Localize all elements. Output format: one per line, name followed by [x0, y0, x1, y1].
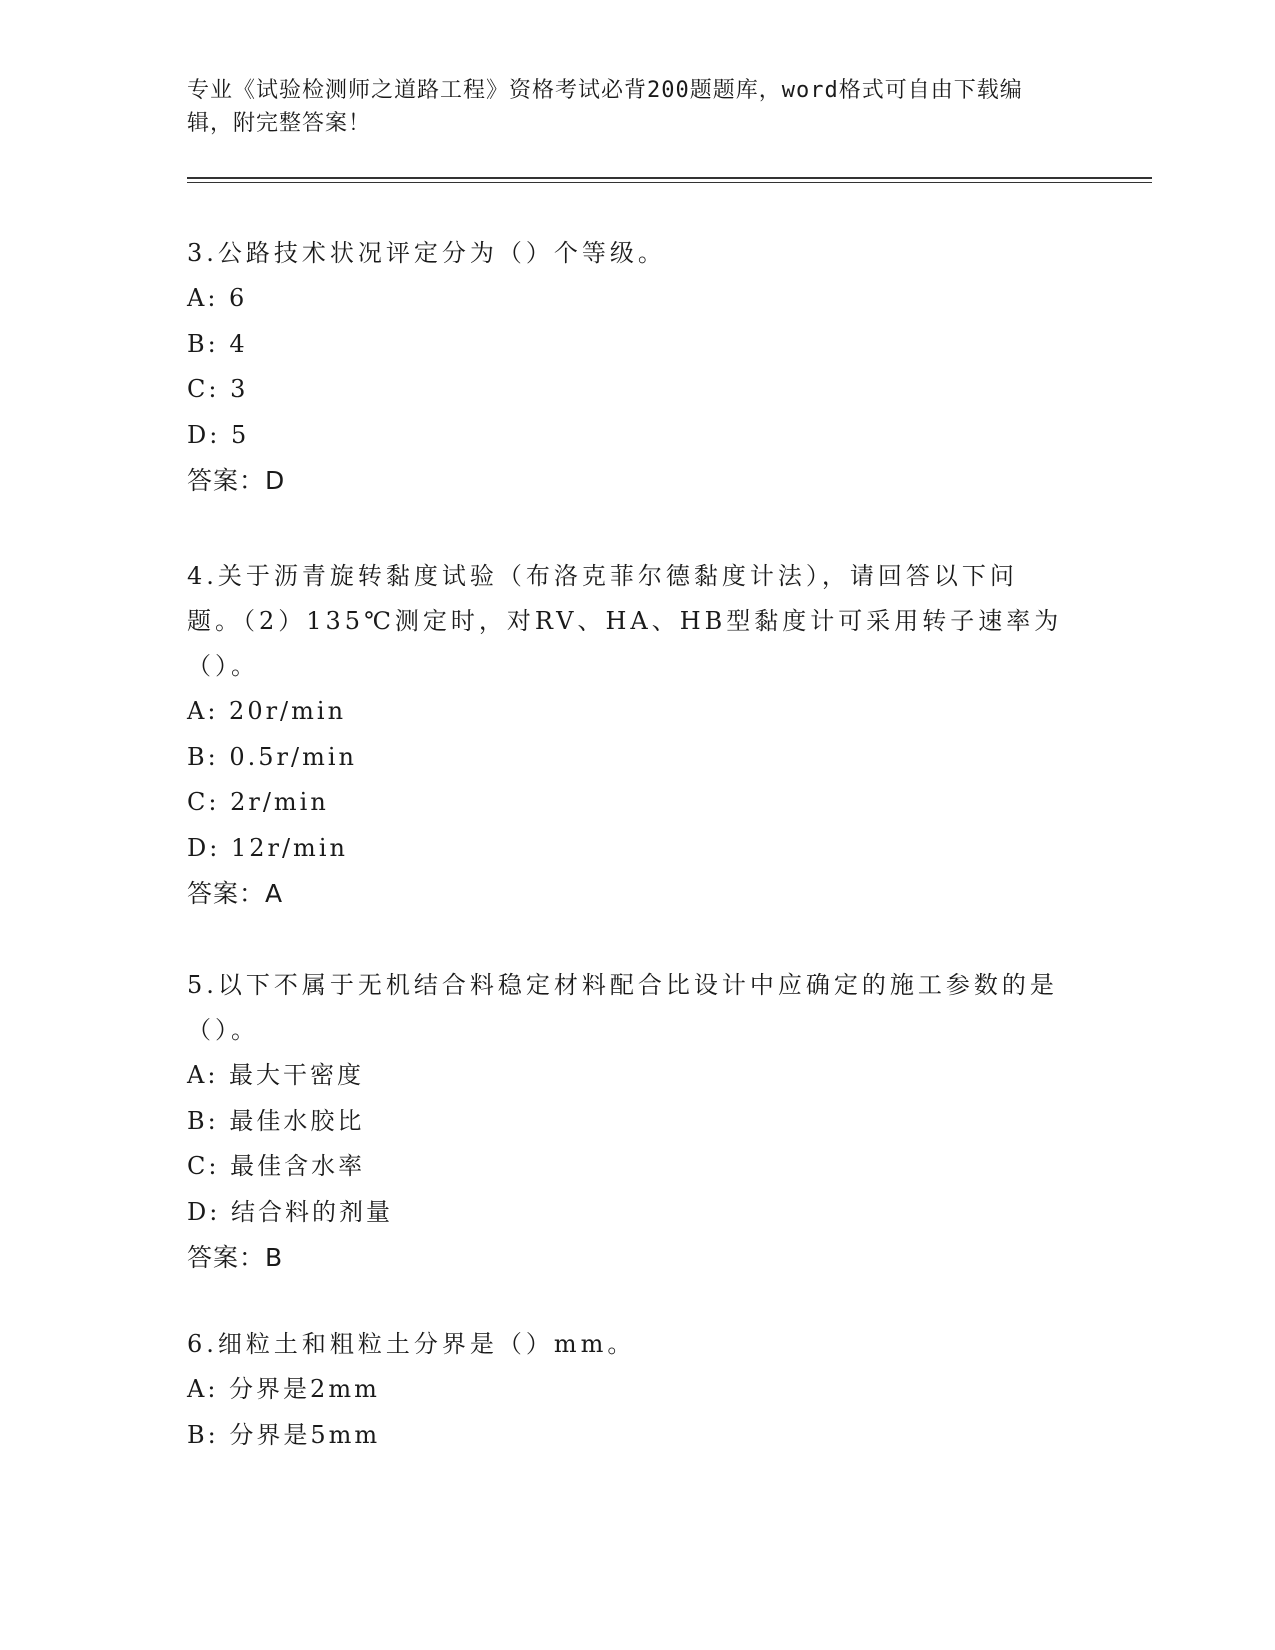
option-a: A: 6	[187, 284, 248, 312]
question-3	[187, 231, 1067, 503]
header-divider-top	[187, 177, 1152, 179]
question-4	[187, 554, 1067, 916]
question-stem: 3.公路技术状况评定分为（）个等级。	[187, 239, 666, 267]
question-stem: 4.关于沥青旋转黏度试验（布洛克菲尔德黏度计法），请回答以下问题。（2）135℃测定时，对RV、HA、HB型黏度计可采用转子速率为（）。	[187, 562, 1063, 680]
question-6	[187, 1322, 1067, 1458]
answer: 答案：B	[187, 1243, 284, 1272]
answer: 答案：A	[187, 879, 284, 908]
document-header: 专业《试验检测师之道路工程》资格考试必背200题题库，word格式可自由下载编辑，附完整答案！	[187, 78, 1023, 136]
option-d: D: 结合料的剂量	[187, 1197, 393, 1226]
question-5	[187, 963, 1067, 1280]
option-b: B: 0.5r/min	[187, 742, 357, 771]
option-a: A: 最大干密度	[187, 1061, 365, 1089]
header-divider-bottom	[187, 182, 1152, 183]
option-b: B: 4	[187, 329, 248, 358]
option-a: A: 分界是2mm	[187, 1375, 380, 1403]
option-d: D: 12r/min	[187, 833, 348, 862]
option-b: B: 分界是5mm	[187, 1420, 381, 1449]
question-stem: 5.以下不属于无机结合料稳定材料配合比设计中应确定的施工参数的是（）。	[187, 971, 1058, 1044]
option-a: A: 20r/min	[187, 697, 347, 725]
option-c: C: 2r/min	[187, 788, 329, 816]
option-c: C: 最佳含水率	[187, 1152, 366, 1180]
option-b: B: 最佳水胶比	[187, 1106, 365, 1135]
answer: 答案：D	[187, 466, 286, 495]
question-stem: 6.细粒土和粗粒土分界是（）mm。	[187, 1330, 636, 1358]
option-c: C: 3	[187, 375, 249, 403]
option-d: D: 5	[187, 420, 250, 449]
